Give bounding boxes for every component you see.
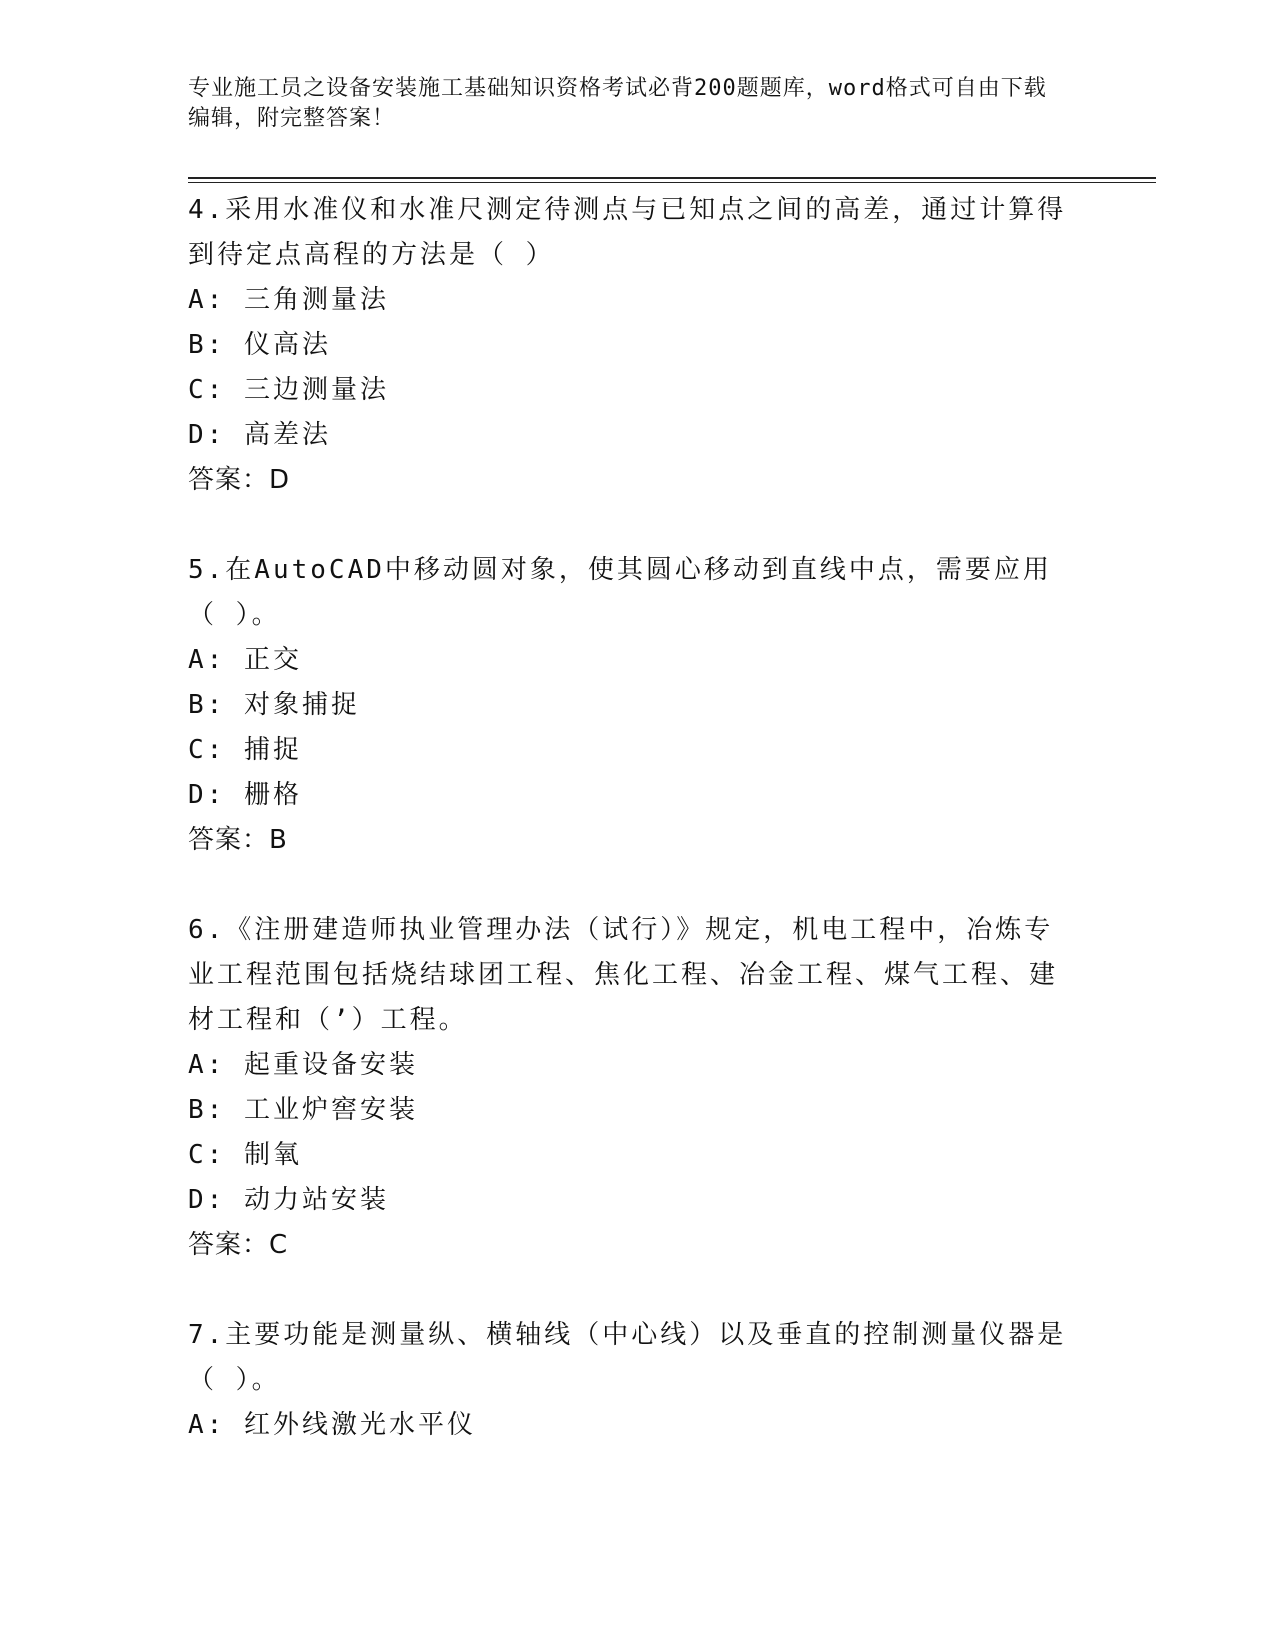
option-text: 栅格 [243,780,302,810]
answer-line: 答案：D [188,465,291,495]
option-label: C: [188,735,226,765]
option-a [188,1403,1068,1448]
option-text: 制氧 [243,1140,302,1170]
question-6 [188,908,1068,1268]
question-7 [188,1313,1068,1448]
option-label: D: [188,420,226,450]
question-4 [188,188,1068,503]
question-list [188,188,1068,1448]
option-text: 三边测量法 [243,375,389,405]
option-label: C: [188,375,226,405]
option-label: D: [188,1185,226,1215]
option-label: A: [188,285,226,315]
option-text: 仪高法 [243,330,331,360]
option-text: 正交 [243,645,302,675]
option-text: 对象捕捉 [243,690,360,720]
option-d [188,773,1068,818]
option-b [188,1088,1068,1133]
option-text: 动力站安装 [243,1185,389,1215]
option-label: B: [188,1095,226,1125]
option-text: 起重设备安装 [243,1050,418,1080]
option-text: 捕捉 [243,735,302,765]
option-text: 红外线激光水平仪 [243,1410,476,1440]
header-divider-thick [188,177,1156,179]
option-label: A: [188,1410,226,1440]
option-d [188,413,1068,458]
question-stem: 7.主要功能是测量纵、横轴线（中心线）以及垂直的控制测量仪器是（ ）。 [188,1320,1067,1395]
question-stem: 4.采用水准仪和水准尺测定待测点与已知点之间的高差，通过计算得到待定点高程的方法是（ ） [188,195,1067,270]
option-label: A: [188,645,226,675]
option-text: 高差法 [243,420,331,450]
option-a [188,1043,1068,1088]
option-label: B: [188,690,226,720]
option-b [188,683,1068,728]
option-label: D: [188,780,226,810]
option-c [188,368,1068,413]
option-c [188,728,1068,773]
question-gap [188,503,1068,548]
answer-line: 答案：B [188,825,288,855]
option-a [188,278,1068,323]
option-d [188,1178,1068,1223]
question-5 [188,548,1068,863]
option-text: 工业炉窖安装 [243,1095,418,1125]
document-header: 专业施工员之设备安装施工基础知识资格考试必背200题题库，word格式可自由下载编辑，附完整答案！ [188,76,1047,131]
question-stem: 5.在AutoCAD中移动圆对象，使其圆心移动到直线中点，需要应用（ ）。 [188,555,1052,630]
question-stem: 6.《注册建造师执业管理办法（试行）》规定，机电工程中，冶炼专业工程范围包括烧结球团工程、焦化工程、冶金工程、煤气工程、建材工程和（’）工程。 [188,915,1059,1035]
option-label: C: [188,1140,226,1170]
option-label: A: [188,1050,226,1080]
option-b [188,323,1068,368]
question-gap [188,863,1068,908]
option-a [188,638,1068,683]
option-c [188,1133,1068,1178]
option-text: 三角测量法 [243,285,389,315]
answer-line: 答案：C [188,1230,289,1260]
header-divider-thin [188,182,1156,183]
option-label: B: [188,330,226,360]
question-gap [188,1268,1068,1313]
